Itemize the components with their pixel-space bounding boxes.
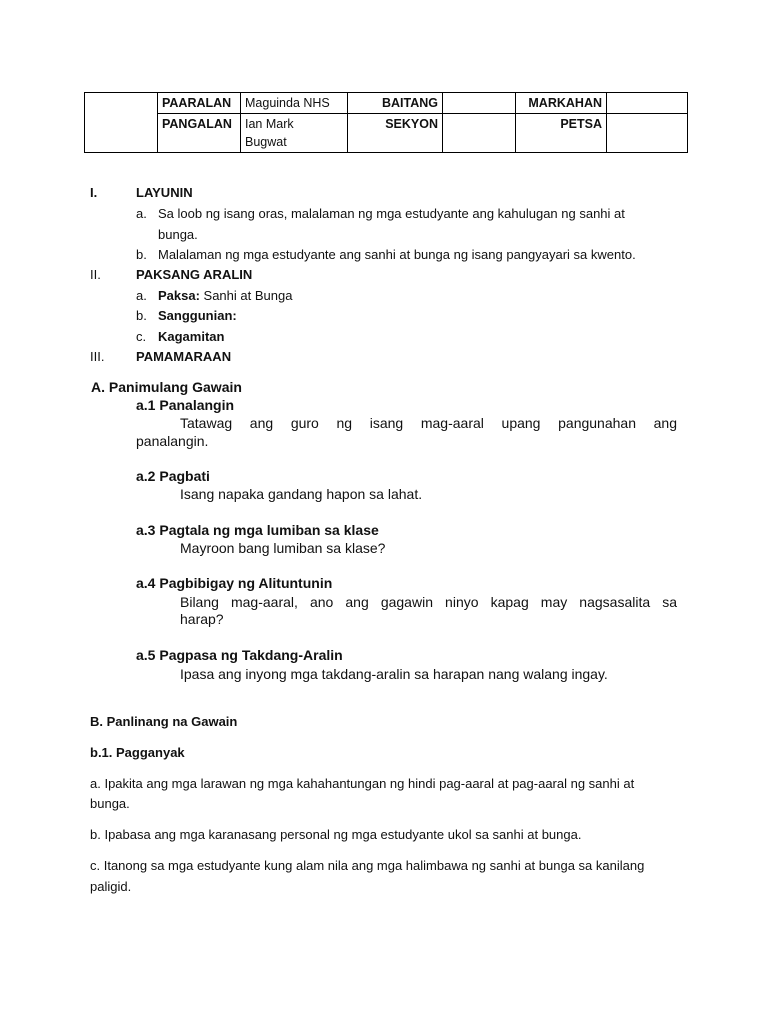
paragraph-line: bunga. <box>90 796 130 811</box>
paragraph-line: Tatawag ang guro ng isang mag-aaral upang pangunahan ang <box>180 415 677 431</box>
subsection-title: a.3 Pagtala ng mga lumiban sa klase <box>136 522 379 538</box>
petsa-value <box>607 114 688 153</box>
subsection-title: a.1 Panalangin <box>136 397 235 413</box>
header-row <box>85 114 688 153</box>
list-letter: c. <box>136 329 147 344</box>
pangalan-label: PANGALAN <box>158 114 241 153</box>
list-item-text: bunga. <box>158 227 198 242</box>
part-b-title: B. Panlinang na Gawain <box>90 714 238 729</box>
item-label: Paksa: <box>158 288 200 303</box>
section-numeral: II. <box>90 267 101 282</box>
sekyon-value <box>443 114 516 153</box>
list-item-text <box>158 286 292 306</box>
list-letter: a. <box>136 288 147 303</box>
list-letter: a. <box>136 206 147 221</box>
section-title: PAMAMARAAN <box>136 349 232 364</box>
paragraph-line: Bilang mag-aaral, ano ang gagawin ninyo kapag may nagsasalita sa <box>180 594 677 610</box>
markahan-value <box>607 93 688 114</box>
subsection-title: a.5 Pagpasa ng Takdang-Aralin <box>136 647 343 663</box>
subsection-title: a.4 Pagbibigay ng Alituntunin <box>136 575 333 591</box>
section-numeral: III. <box>90 349 105 364</box>
paragraph-line: harap? <box>180 611 224 627</box>
baitang-value <box>443 93 516 114</box>
pangalan-line: Ian Mark <box>245 117 294 131</box>
item-label: Sanggunian: <box>158 308 237 323</box>
paragraph-line: b. Ipabasa ang mga karanasang personal ng mga estudyante ukol sa sanhi at bunga. <box>90 827 582 842</box>
paragraph-line: a. Ipakita ang mga larawan ng mga kahahantungan ng hindi pag-aaral at pag-aaral ng sanhi at <box>90 776 635 791</box>
paragraph-line: c. Itanong sa mga estudyante kung alam nila ang mga halimbawa ng sanhi at bunga sa kanilang <box>90 858 645 873</box>
paragraph-line: panalangin. <box>136 433 209 449</box>
paragraph-line: paligid. <box>90 879 132 894</box>
paaralan-label: PAARALAN <box>158 93 241 114</box>
list-letter: b. <box>136 308 147 323</box>
list-item-text: Malalaman ng mga estudyante ang sanhi at bunga ng isang pangyayari sa kwento. <box>158 247 636 262</box>
header-table <box>84 92 688 153</box>
paragraph-line: Isang napaka gandang hapon sa lahat. <box>180 486 423 502</box>
paragraph-line: Ipasa ang inyong mga takdang-aralin sa harapan nang walang ingay. <box>180 666 608 682</box>
blank-cell <box>85 93 158 153</box>
header-row <box>85 93 688 114</box>
list-item-text: Sa loob ng isang oras, malalaman ng mga estudyante ang kahulugan ng sanhi at <box>158 206 625 221</box>
section-title: PAKSANG ARALIN <box>136 267 253 282</box>
paragraph-line: Mayroon bang lumiban sa klase? <box>180 540 386 556</box>
markahan-label: MARKAHAN <box>516 93 607 114</box>
baitang-label: BAITANG <box>348 93 443 114</box>
pangalan-value <box>241 114 348 153</box>
list-letter: b. <box>136 247 147 262</box>
part-a-title: A. Panimulang Gawain <box>91 379 242 395</box>
item-value: Sanhi at Bunga <box>199 288 293 303</box>
petsa-label: PETSA <box>516 114 607 153</box>
section-numeral: I. <box>90 185 98 200</box>
pangalan-line: Bugwat <box>245 135 287 149</box>
section-title: LAYUNIN <box>136 185 193 200</box>
paaralan-value: Maguinda NHS <box>241 93 348 114</box>
sekyon-label: SEKYON <box>348 114 443 153</box>
subsection-title: a.2 Pagbati <box>136 468 210 484</box>
item-label: Kagamitan <box>158 329 225 344</box>
subsection-title: b.1. Pagganyak <box>90 745 185 760</box>
